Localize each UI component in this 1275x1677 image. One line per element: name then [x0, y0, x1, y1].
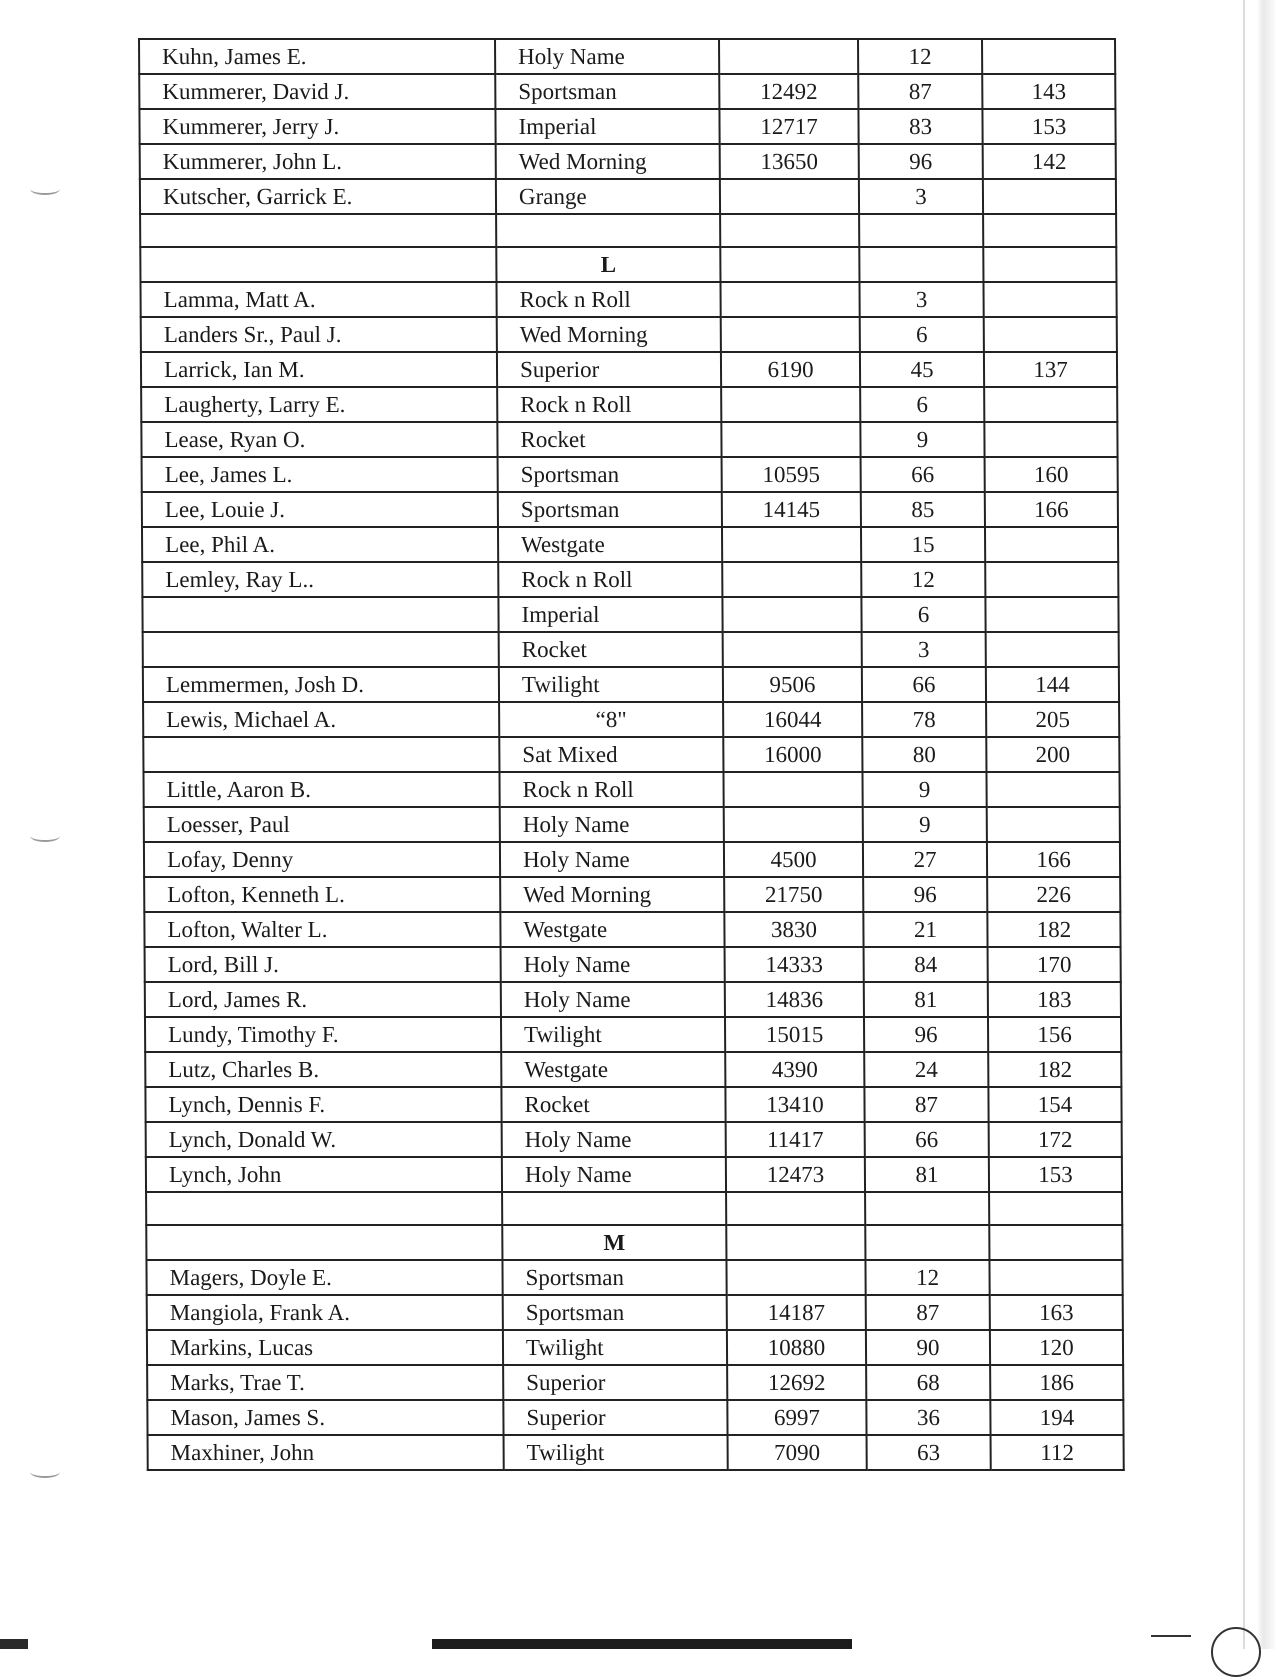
league-cell: Wed Morning [500, 877, 724, 912]
league-cell: Holy Name [500, 842, 724, 877]
table-row [148, 1435, 1124, 1470]
bowler-name-cell: Lynch, John [146, 1157, 502, 1192]
total-pins-cell [721, 317, 860, 352]
average-cell [986, 632, 1119, 667]
bowler-name-cell: Lundy, Timothy F. [145, 1017, 501, 1052]
table-row [145, 947, 1121, 982]
games-cell: 6 [861, 597, 985, 632]
total-pins-cell [720, 214, 859, 247]
average-cell [987, 807, 1120, 842]
average-cell: 172 [989, 1122, 1122, 1157]
bowler-name-cell: Lemmermen, Josh D. [143, 667, 499, 702]
average-cell: 144 [986, 667, 1119, 702]
games-cell: 9 [863, 807, 987, 842]
bowler-name-cell: Lee, Phil A. [142, 527, 498, 562]
games-cell: 84 [864, 947, 988, 982]
average-cell [984, 317, 1117, 352]
total-pins-cell [726, 1260, 865, 1295]
hole-punch-mark [30, 1466, 60, 1478]
average-cell: 186 [990, 1365, 1123, 1400]
bowler-name-cell [146, 1225, 502, 1260]
average-cell [985, 527, 1118, 562]
table-row [142, 597, 1118, 632]
league-cell: Westgate [501, 1052, 725, 1087]
section-letter: M [502, 1225, 726, 1260]
average-cell: 226 [987, 877, 1120, 912]
table-row [141, 317, 1117, 352]
league-cell: Sportsman [495, 74, 719, 109]
table-row [146, 1122, 1122, 1157]
total-pins-cell: 14836 [725, 982, 864, 1017]
hole-punch-mark [30, 183, 60, 195]
bowler-name-cell: Lewis, Michael A. [143, 702, 499, 737]
table-row [142, 492, 1118, 527]
total-pins-cell [720, 179, 859, 214]
league-cell: “8" [499, 702, 723, 737]
average-cell [983, 247, 1116, 282]
total-pins-cell [722, 562, 861, 597]
roster-body [139, 39, 1124, 1470]
bowler-name-cell [143, 632, 499, 667]
bowler-name-cell: Lynch, Donald W. [146, 1122, 502, 1157]
scan-bottom-bar [432, 1639, 852, 1649]
average-cell: 156 [988, 1017, 1121, 1052]
bowler-name-cell [140, 247, 496, 282]
games-cell: 96 [859, 144, 983, 179]
table-row [141, 387, 1117, 422]
table-row [143, 772, 1119, 807]
games-cell: 45 [860, 352, 984, 387]
bowler-name-cell: Lease, Ryan O. [141, 422, 497, 457]
average-cell: 170 [988, 947, 1121, 982]
average-cell [983, 179, 1116, 214]
average-cell [984, 422, 1117, 457]
section-letter: L [496, 247, 720, 282]
total-pins-cell: 11417 [726, 1122, 865, 1157]
average-cell: 142 [983, 144, 1116, 179]
league-cell: Rock n Roll [499, 772, 723, 807]
total-pins-cell [720, 282, 859, 317]
total-pins-cell: 6997 [727, 1400, 866, 1435]
games-cell: 66 [862, 667, 986, 702]
games-cell: 81 [865, 1157, 989, 1192]
table-row [142, 562, 1118, 597]
average-cell: 154 [988, 1087, 1121, 1122]
bowler-name-cell [142, 597, 498, 632]
bowler-name-cell: Marks, Trae T. [147, 1365, 503, 1400]
games-cell: 83 [858, 109, 982, 144]
average-cell: 166 [987, 842, 1120, 877]
league-cell: Rocket [501, 1087, 725, 1122]
average-cell [989, 1225, 1122, 1260]
table-row [144, 807, 1120, 842]
average-cell [984, 387, 1117, 422]
games-cell: 3 [859, 282, 983, 317]
bowler-name-cell: Lofton, Walter L. [144, 912, 500, 947]
bowler-name-cell: Mason, James S. [147, 1400, 503, 1435]
table-row [143, 737, 1119, 772]
games-cell: 21 [863, 912, 987, 947]
league-cell: Sat Mixed [499, 737, 723, 772]
table-row [147, 1400, 1123, 1435]
average-cell: 166 [985, 492, 1118, 527]
section-header-row [140, 247, 1116, 282]
games-cell: 96 [863, 877, 987, 912]
bowler-name-cell: Kummerer, David J. [139, 74, 495, 109]
games-cell: 9 [862, 772, 986, 807]
league-cell: Holy Name [500, 807, 724, 842]
games-cell: 63 [867, 1435, 991, 1470]
total-pins-cell: 16044 [723, 702, 862, 737]
league-cell: Superior [503, 1400, 727, 1435]
league-cell: Grange [496, 179, 720, 214]
league-cell: Twilight [501, 1017, 725, 1052]
games-cell: 24 [864, 1052, 988, 1087]
total-pins-cell [719, 39, 858, 74]
total-pins-cell: 12473 [726, 1157, 865, 1192]
bowler-roster-table [138, 38, 1125, 1471]
average-cell [982, 39, 1115, 74]
total-pins-cell: 14145 [722, 492, 861, 527]
average-cell: 153 [989, 1157, 1122, 1192]
average-cell: 183 [988, 982, 1121, 1017]
average-cell [985, 597, 1118, 632]
average-cell: 143 [982, 74, 1115, 109]
games-cell: 81 [864, 982, 988, 1017]
bowler-name-cell: Mangiola, Frank A. [147, 1295, 503, 1330]
total-pins-cell: 14187 [727, 1295, 866, 1330]
average-cell [986, 772, 1119, 807]
games-cell: 6 [860, 317, 984, 352]
average-cell: 163 [990, 1295, 1123, 1330]
league-cell: Rock n Roll [497, 387, 721, 422]
total-pins-cell [722, 527, 861, 562]
average-cell: 112 [991, 1435, 1124, 1470]
games-cell: 68 [866, 1365, 990, 1400]
average-cell [983, 282, 1116, 317]
total-pins-cell: 12492 [719, 74, 858, 109]
average-cell: 194 [990, 1400, 1123, 1435]
bowler-name-cell: Lord, Bill J. [145, 947, 501, 982]
total-pins-cell [723, 632, 862, 667]
games-cell: 78 [862, 702, 986, 737]
table-row [141, 422, 1117, 457]
games-cell: 6 [860, 387, 984, 422]
bowler-name-cell: Lemley, Ray L.. [142, 562, 498, 597]
total-pins-cell [721, 387, 860, 422]
bowler-name-cell: Markins, Lucas [147, 1330, 503, 1365]
league-cell [502, 1192, 726, 1225]
section-header-row [146, 1225, 1122, 1260]
table-row [143, 702, 1119, 737]
average-cell [983, 214, 1116, 247]
table-row [139, 109, 1115, 144]
games-cell: 66 [865, 1122, 989, 1157]
total-pins-cell: 3830 [724, 912, 863, 947]
table-row [140, 144, 1116, 179]
total-pins-cell [720, 247, 859, 282]
league-cell: Superior [503, 1365, 727, 1400]
total-pins-cell: 12717 [719, 109, 858, 144]
bowler-name-cell: Loesser, Paul [144, 807, 500, 842]
league-cell: Sportsman [503, 1295, 727, 1330]
average-cell [989, 1260, 1122, 1295]
bowler-name-cell: Little, Aaron B. [143, 772, 499, 807]
games-cell: 96 [864, 1017, 988, 1052]
league-cell: Twilight [499, 667, 723, 702]
average-cell: 153 [982, 109, 1115, 144]
table-row [146, 1157, 1122, 1192]
total-pins-cell: 16000 [723, 737, 862, 772]
games-cell: 12 [861, 562, 985, 597]
league-cell: Imperial [495, 109, 719, 144]
table-row [147, 1330, 1123, 1365]
table-row [144, 912, 1120, 947]
bowler-name-cell: Larrick, Ian M. [141, 352, 497, 387]
games-cell: 87 [858, 74, 982, 109]
league-cell: Superior [497, 352, 721, 387]
corner-dash-mark [1151, 1635, 1191, 1637]
games-cell: 9 [860, 422, 984, 457]
total-pins-cell: 13410 [725, 1087, 864, 1122]
scan-edge-line [1243, 0, 1245, 1649]
table-row [143, 667, 1119, 702]
total-pins-cell [724, 807, 863, 842]
average-cell [985, 562, 1118, 597]
league-cell: Rock n Roll [496, 282, 720, 317]
total-pins-cell: 13650 [720, 144, 859, 179]
league-cell: Twilight [503, 1330, 727, 1365]
corner-circle-mark [1211, 1627, 1261, 1677]
league-cell: Rocket [499, 632, 723, 667]
games-cell: 80 [862, 737, 986, 772]
bowler-name-cell: Lofay, Denny [144, 842, 500, 877]
average-cell: 200 [986, 737, 1119, 772]
table-row [145, 1052, 1121, 1087]
bowler-name-cell: Kuhn, James E. [139, 39, 495, 74]
table-row [141, 352, 1117, 387]
bowler-name-cell: Lofton, Kenneth L. [144, 877, 500, 912]
table-row [140, 282, 1116, 317]
average-cell [989, 1192, 1122, 1225]
table-row [142, 457, 1118, 492]
table-row [147, 1295, 1123, 1330]
total-pins-cell [721, 422, 860, 457]
total-pins-cell: 15015 [725, 1017, 864, 1052]
blank-row [140, 214, 1116, 247]
total-pins-cell: 14333 [725, 947, 864, 982]
bowler-name-cell: Laugherty, Larry E. [141, 387, 497, 422]
table-row [139, 74, 1115, 109]
average-cell: 182 [987, 912, 1120, 947]
league-cell: Westgate [500, 912, 724, 947]
bowler-name-cell: Maxhiner, John [148, 1435, 504, 1470]
bowler-name-cell [146, 1192, 502, 1225]
total-pins-cell: 10880 [727, 1330, 866, 1365]
games-cell: 15 [861, 527, 985, 562]
bowler-name-cell: Lord, James R. [145, 982, 501, 1017]
league-cell: Westgate [498, 527, 722, 562]
games-cell [865, 1225, 989, 1260]
league-cell: Sportsman [498, 457, 722, 492]
bowler-name-cell: Magers, Doyle E. [146, 1260, 502, 1295]
games-cell: 12 [865, 1260, 989, 1295]
total-pins-cell: 12692 [727, 1365, 866, 1400]
table-row [144, 842, 1120, 877]
league-cell: Sportsman [498, 492, 722, 527]
league-cell: Wed Morning [496, 144, 720, 179]
bowler-name-cell: Kummerer, Jerry J. [139, 109, 495, 144]
games-cell: 36 [866, 1400, 990, 1435]
blank-row [146, 1192, 1122, 1225]
table-row [140, 179, 1116, 214]
games-cell: 12 [858, 39, 982, 74]
average-cell: 205 [986, 702, 1119, 737]
games-cell [859, 247, 983, 282]
league-cell: Holy Name [502, 1122, 726, 1157]
table-row [142, 527, 1118, 562]
league-cell: Imperial [498, 597, 722, 632]
total-pins-cell [726, 1192, 865, 1225]
games-cell: 66 [861, 457, 985, 492]
bowler-name-cell: Kutscher, Garrick E. [140, 179, 496, 214]
league-cell: Rock n Roll [498, 562, 722, 597]
total-pins-cell: 4390 [725, 1052, 864, 1087]
bowler-name-cell: Lee, Louie J. [142, 492, 498, 527]
league-cell [496, 214, 720, 247]
table-row [145, 982, 1121, 1017]
bowler-name-cell: Lee, James L. [142, 457, 498, 492]
scan-right-edge-shadow [1257, 0, 1275, 1649]
total-pins-cell [722, 597, 861, 632]
games-cell: 3 [862, 632, 986, 667]
total-pins-cell: 7090 [728, 1435, 867, 1470]
total-pins-cell: 6190 [721, 352, 860, 387]
games-cell [865, 1192, 989, 1225]
bowler-name-cell [143, 737, 499, 772]
total-pins-cell [726, 1225, 865, 1260]
bowler-name-cell: Lutz, Charles B. [145, 1052, 501, 1087]
games-cell: 87 [866, 1295, 990, 1330]
league-cell: Sportsman [502, 1260, 726, 1295]
bowler-name-cell [140, 214, 496, 247]
bowler-name-cell: Kummerer, John L. [140, 144, 496, 179]
bowler-name-cell: Landers Sr., Paul J. [141, 317, 497, 352]
league-cell: Holy Name [495, 39, 719, 74]
total-pins-cell [723, 772, 862, 807]
table-row [144, 877, 1120, 912]
league-cell: Wed Morning [497, 317, 721, 352]
table-row [146, 1260, 1122, 1295]
table-row [145, 1017, 1121, 1052]
games-cell: 85 [861, 492, 985, 527]
scan-bottom-artifact [0, 1639, 28, 1649]
league-cell: Rocket [497, 422, 721, 457]
table-row [139, 39, 1115, 74]
bowler-name-cell: Lamma, Matt A. [140, 282, 496, 317]
league-cell: Holy Name [501, 947, 725, 982]
games-cell [859, 214, 983, 247]
table-row [145, 1087, 1121, 1122]
games-cell: 90 [866, 1330, 990, 1365]
average-cell: 160 [985, 457, 1118, 492]
total-pins-cell: 21750 [724, 877, 863, 912]
bowler-name-cell: Lynch, Dennis F. [145, 1087, 501, 1122]
hole-punch-mark [30, 830, 60, 842]
games-cell: 87 [864, 1087, 988, 1122]
league-cell: Twilight [504, 1435, 728, 1470]
average-cell: 137 [984, 352, 1117, 387]
average-cell: 120 [990, 1330, 1123, 1365]
league-cell: Holy Name [501, 982, 725, 1017]
table-row [147, 1365, 1123, 1400]
total-pins-cell: 10595 [722, 457, 861, 492]
table-row [143, 632, 1119, 667]
total-pins-cell: 9506 [723, 667, 862, 702]
league-cell: Holy Name [502, 1157, 726, 1192]
games-cell: 27 [863, 842, 987, 877]
total-pins-cell: 4500 [724, 842, 863, 877]
games-cell: 3 [859, 179, 983, 214]
average-cell: 182 [988, 1052, 1121, 1087]
